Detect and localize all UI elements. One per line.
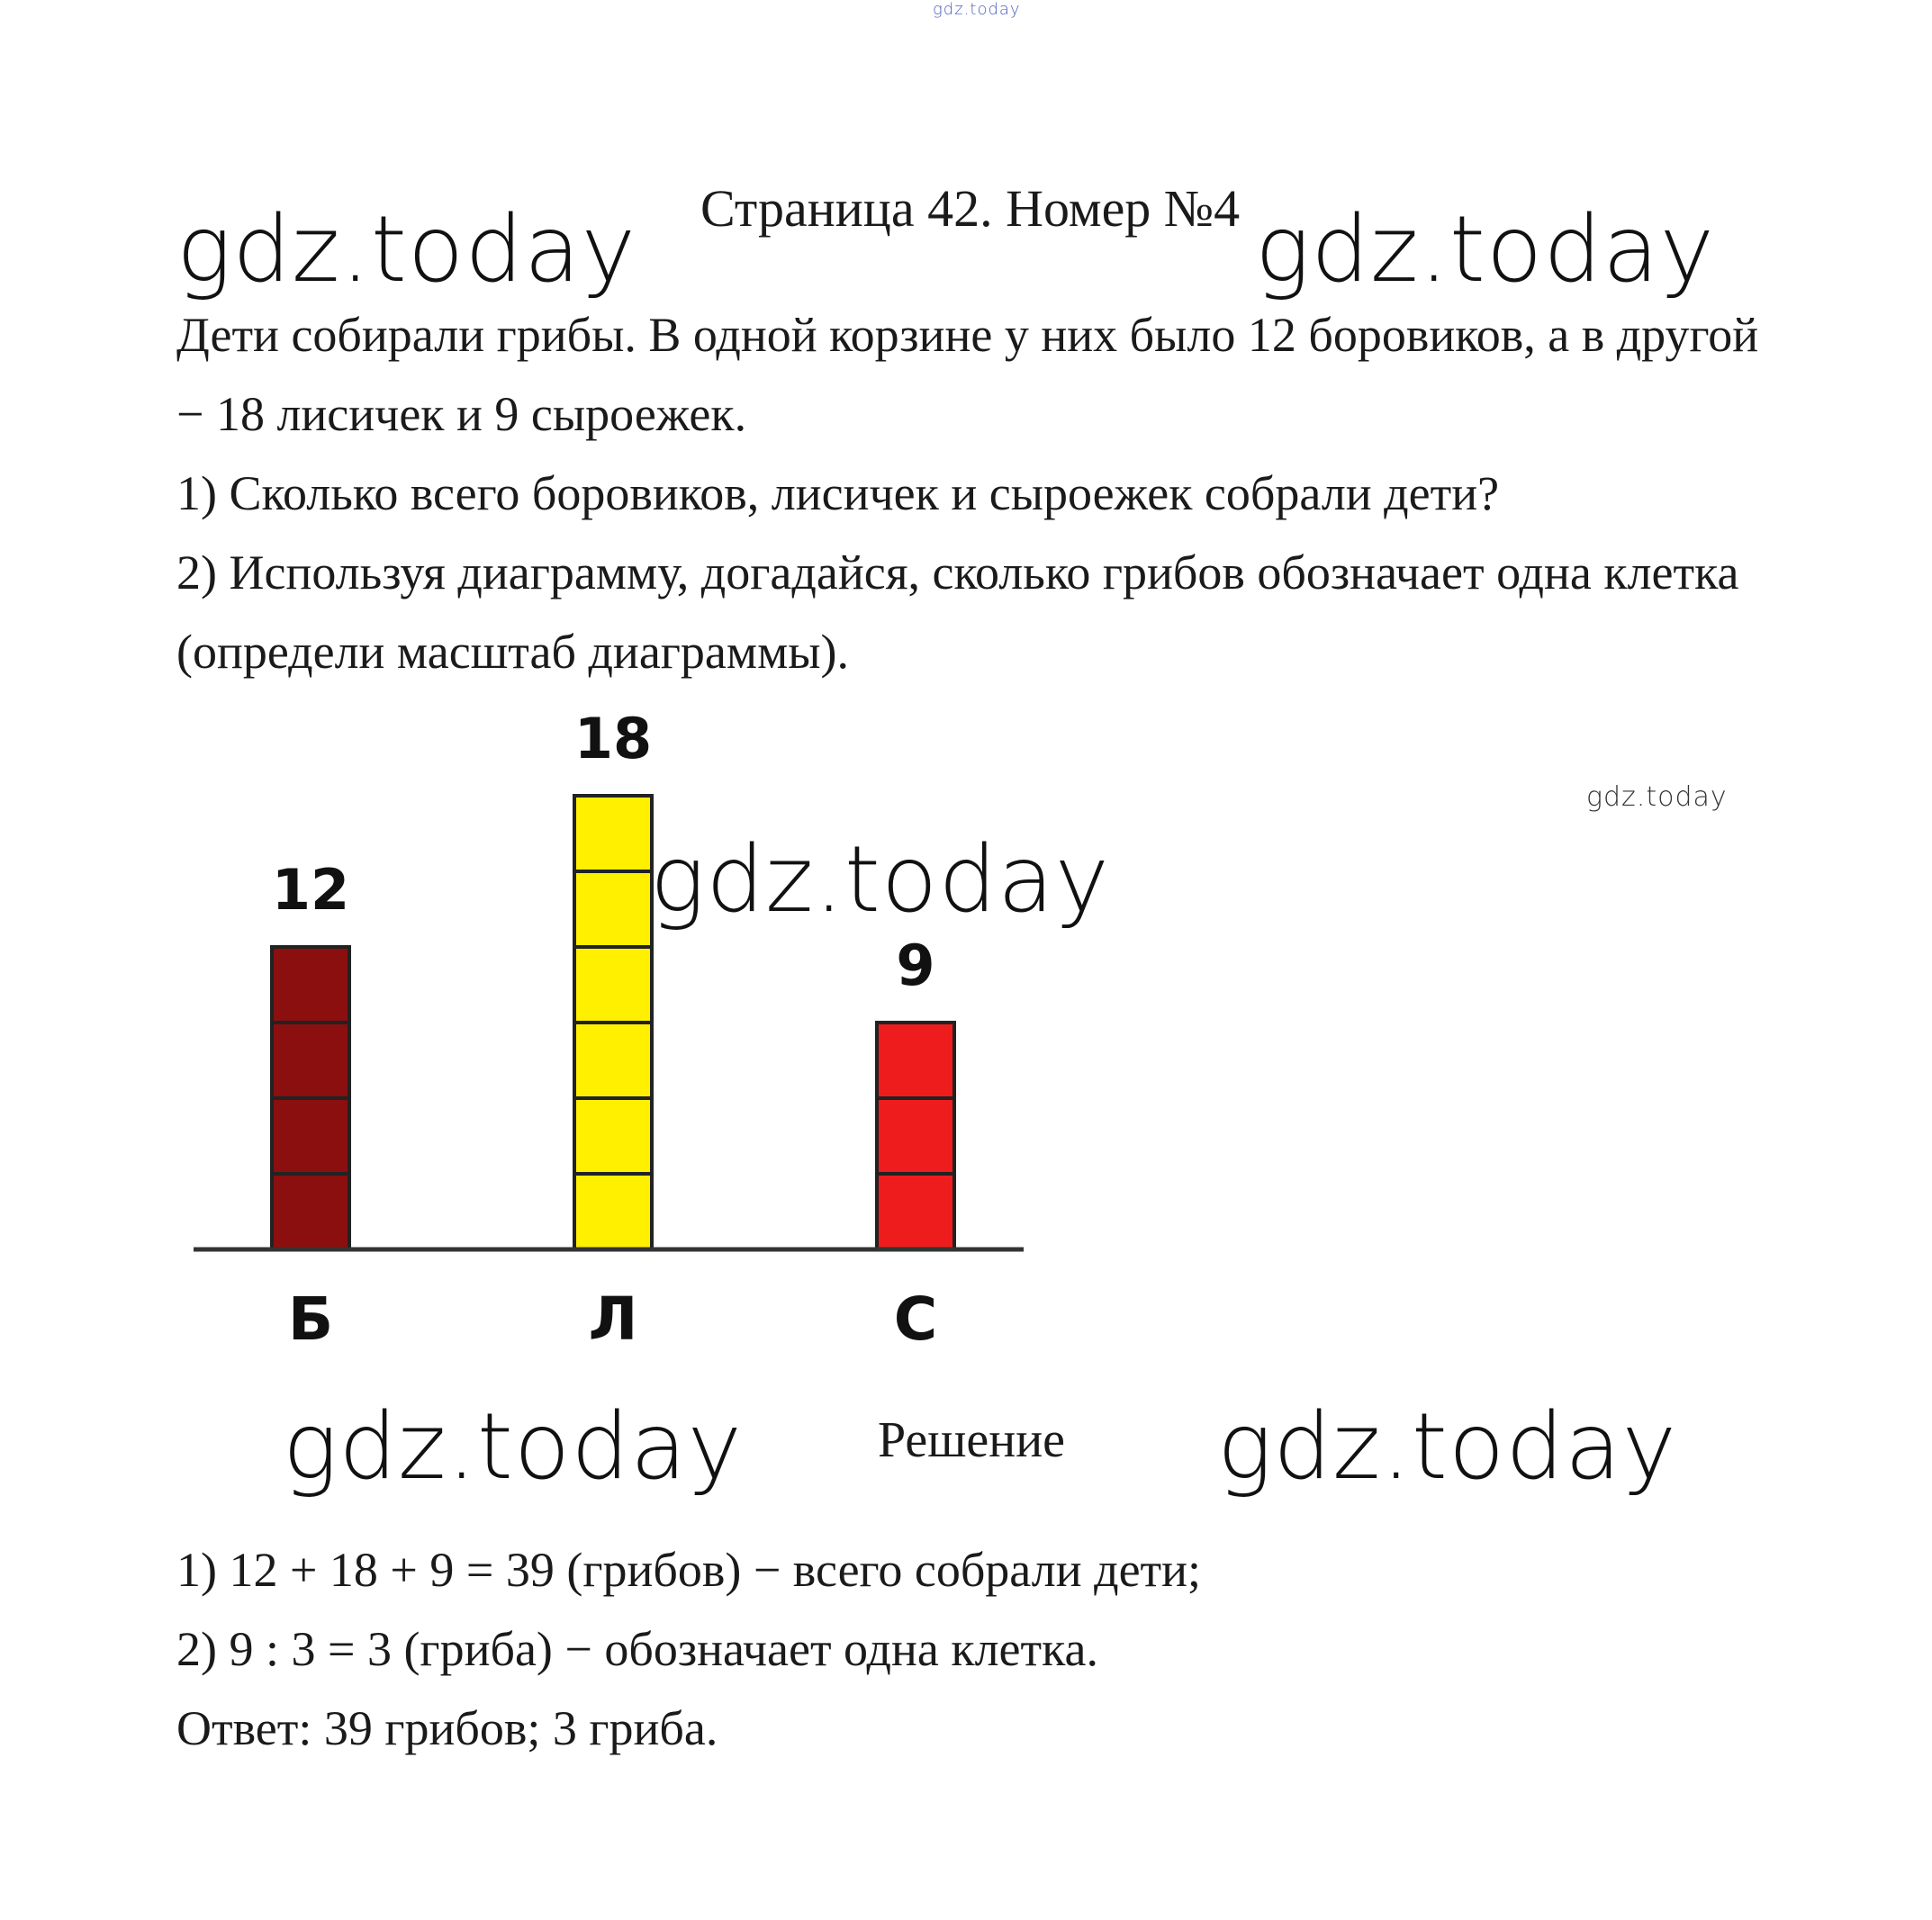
bar-cell-С-2: [877, 1098, 954, 1174]
bar-cell-Л-4: [574, 947, 652, 1023]
watermark-small: gdz.today: [1586, 781, 1728, 813]
bar-cell-Л-5: [574, 871, 652, 947]
category-label-Л: Л: [588, 1285, 638, 1354]
bar-cell-С-3: [877, 1023, 954, 1098]
solution-title: Решение: [878, 1412, 1066, 1468]
data-label-С: 9: [896, 933, 935, 998]
solution-step-1: 1) 12 + 18 + 9 = 39 (грибов) − всего собрали дети;: [176, 1543, 1202, 1597]
watermark-top-left: gdz.today: [176, 196, 636, 303]
question-2: 2) Используя диаграмму, догадайся, сколько грибов обозначает одна клетка (определи масштаб диаграммы).: [176, 545, 1739, 679]
category-label-Б: Б: [287, 1285, 334, 1354]
bar-cell-Л-6: [574, 796, 652, 871]
problem-statement: Дети собирали грибы. В одной корзине у них было 12 боровиков, а в другой − 18 лисичек и 9 сыроежек.: [176, 308, 1759, 441]
watermark-bottom-left: gdz.today: [283, 1393, 743, 1501]
category-label-С: С: [893, 1285, 938, 1354]
bar-chart: [176, 684, 1031, 1368]
watermark-chart: gdz.today: [650, 826, 1110, 933]
solution-answer: Ответ: 39 грибов; 3 гриба.: [176, 1701, 718, 1755]
bar-cell-Б-1: [272, 1174, 349, 1249]
bar-cell-Л-2: [574, 1098, 652, 1174]
bar-cell-Л-1: [574, 1174, 652, 1249]
bar-cell-Б-3: [272, 1023, 349, 1098]
solution-step-2: 2) 9 : 3 = 3 (гриба) − обозначает одна клетка.: [176, 1622, 1098, 1676]
problem-text: [176, 295, 1797, 691]
bar-cell-Б-2: [272, 1098, 349, 1174]
data-label-Л: 18: [573, 706, 653, 771]
watermark-top-right: gdz.today: [1255, 196, 1715, 303]
solution-text: [176, 1530, 1797, 1768]
watermark-top: gdz.today: [933, 0, 1021, 19]
bar-cell-Л-3: [574, 1023, 652, 1098]
data-label-Б: 12: [271, 857, 350, 923]
bar-cell-Б-4: [272, 947, 349, 1023]
watermark-bottom-right: gdz.today: [1217, 1393, 1677, 1501]
question-1: 1) Сколько всего боровиков, лисичек и сыроежек собрали дети?: [176, 466, 1500, 520]
bar-chart-svg: [176, 684, 1031, 1368]
bar-cell-С-1: [877, 1174, 954, 1249]
page-title: Страница 42. Номер №4: [700, 179, 1241, 238]
